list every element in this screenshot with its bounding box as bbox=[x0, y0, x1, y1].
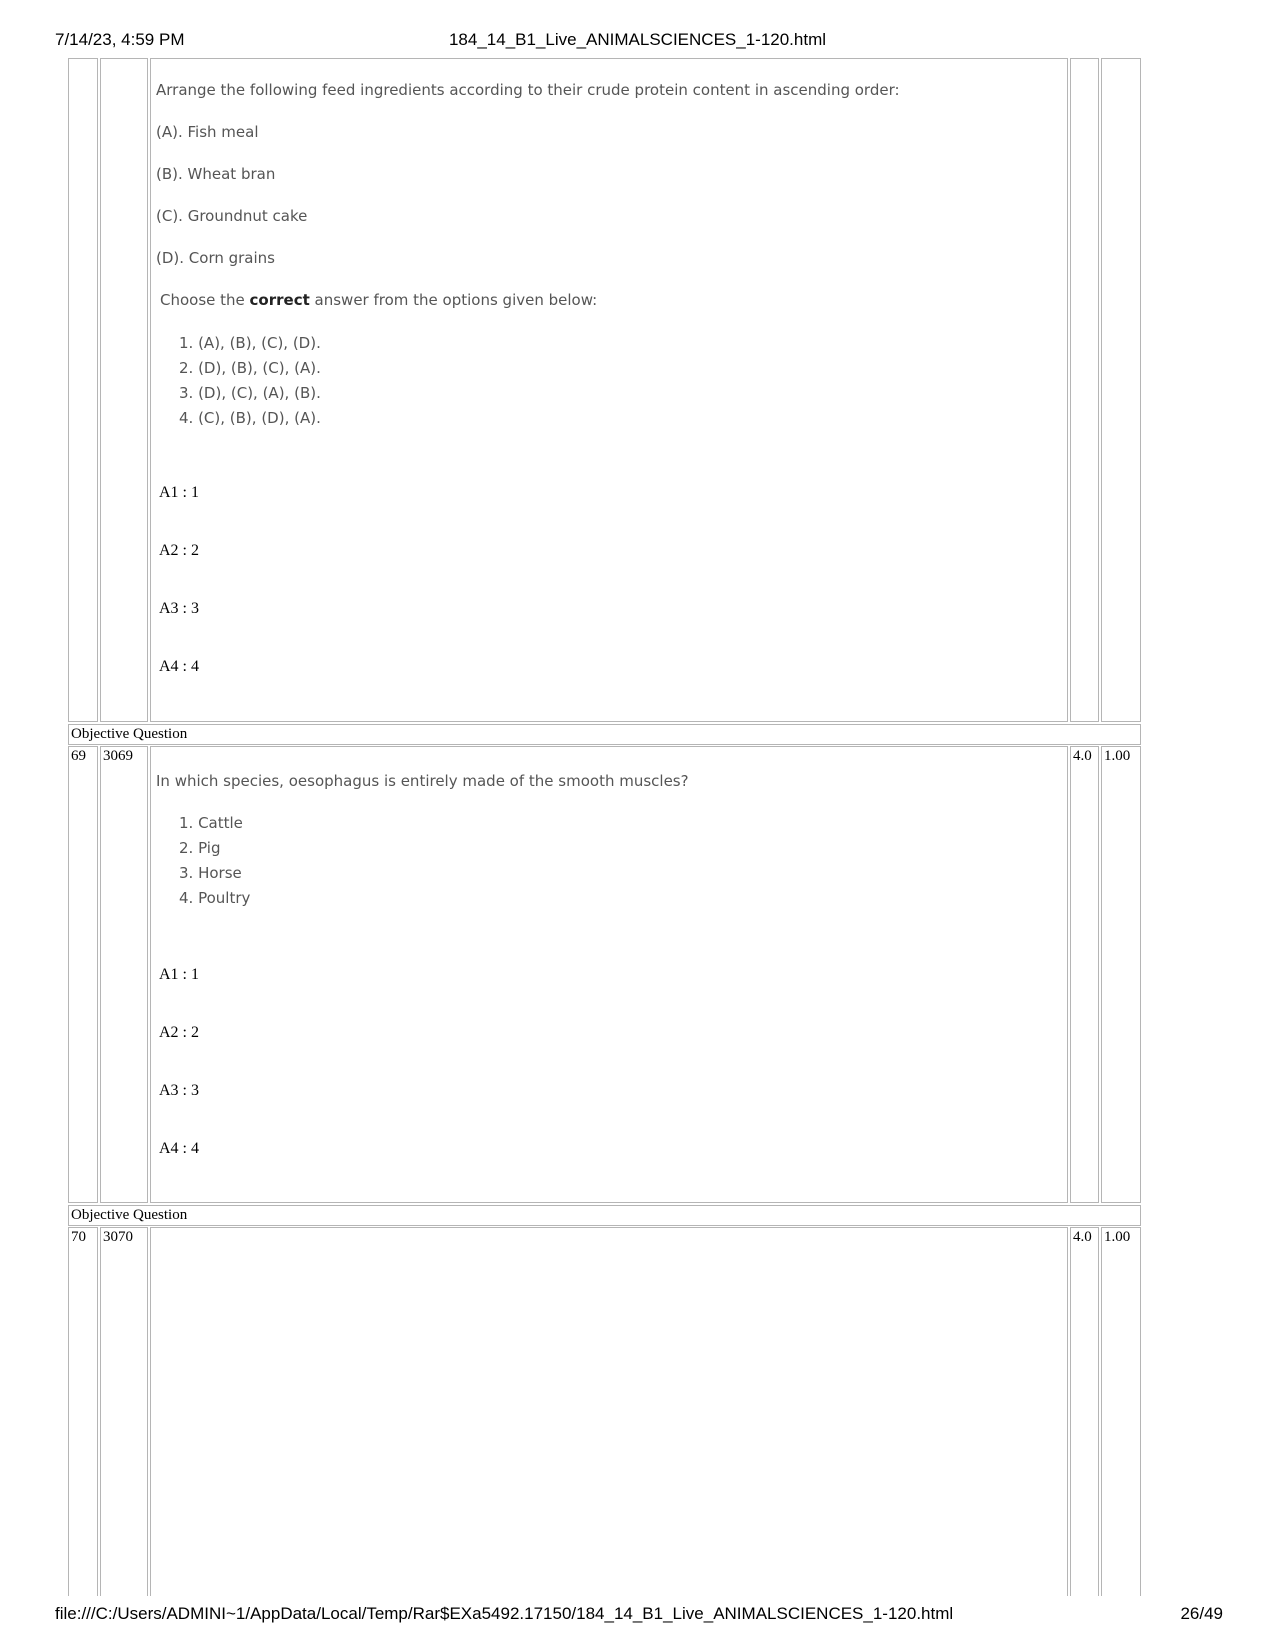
page-number: 26/49 bbox=[1180, 1604, 1223, 1623]
q68-marks-cell bbox=[1070, 58, 1099, 722]
q68-qid-cell bbox=[100, 58, 148, 722]
file-path: file:///C:/Users/ADMINI~1/AppData/Local/Temp/Rar$EXa5492.17150/184_14_B1_Live_ANIMALSCIENCES_1-120.html bbox=[55, 1604, 954, 1623]
q69-options bbox=[179, 811, 250, 911]
q68-options bbox=[179, 331, 321, 431]
q69-answer-1: A1 : 1 bbox=[159, 966, 199, 983]
q69-stem: In which species, oesophagus is entirely made of the smooth muscles? bbox=[156, 772, 689, 790]
q68-answer-3: A3 : 3 bbox=[159, 600, 199, 617]
q68-answer-2: A2 : 2 bbox=[159, 542, 199, 559]
q70-body-cell bbox=[150, 1227, 1068, 1607]
q69-marks: 4.0 bbox=[1070, 746, 1099, 1203]
q68-option-4: 4. (C), (B), (D), (A). bbox=[179, 409, 321, 427]
q68-instruction: Choose the correct answer from the options given below: bbox=[160, 291, 598, 309]
q68-sno-cell bbox=[68, 58, 98, 722]
q70-qid: 3070 bbox=[100, 1227, 148, 1607]
q68-item-c: (C). Groundnut cake bbox=[156, 207, 308, 225]
q69-answer-2: A2 : 2 bbox=[159, 1024, 199, 1041]
q69-option-4: 4. Poultry bbox=[179, 889, 251, 907]
q69-body-cell bbox=[150, 746, 1068, 1203]
q68-item-b: (B). Wheat bran bbox=[156, 165, 276, 183]
q68-body-cell bbox=[150, 58, 1068, 722]
q68-option-3: 3. (D), (C), (A), (B). bbox=[179, 384, 321, 402]
q68-item-a: (A). Fish meal bbox=[156, 123, 259, 141]
q68-negative-cell bbox=[1101, 58, 1141, 722]
q68-answer-1: A1 : 1 bbox=[159, 484, 199, 501]
q69-section-label: Objective Question bbox=[68, 724, 1141, 745]
q69-negative-marks: 1.00 bbox=[1101, 746, 1141, 1203]
q68-option-2: 2. (D), (B), (C), (A). bbox=[179, 359, 321, 377]
q69-option-3: 3. Horse bbox=[179, 864, 242, 882]
q70-section-label: Objective Question bbox=[68, 1205, 1141, 1226]
q69-answer-4: A4 : 4 bbox=[159, 1140, 199, 1157]
q70-marks: 4.0 bbox=[1070, 1227, 1099, 1607]
q68-answer-4: A4 : 4 bbox=[159, 658, 199, 675]
q68-stem: Arrange the following feed ingredients according to their crude protein content in ascending order: bbox=[156, 81, 900, 99]
q68-item-d: (D). Corn grains bbox=[156, 249, 275, 267]
print-datetime: 7/14/23, 4:59 PM bbox=[55, 30, 185, 49]
q68-option-1: 1. (A), (B), (C), (D). bbox=[179, 334, 321, 352]
q69-option-1: 1. Cattle bbox=[179, 814, 243, 832]
q70-sno: 70 bbox=[68, 1227, 98, 1607]
q69-qid: 3069 bbox=[100, 746, 148, 1203]
q69-sno: 69 bbox=[68, 746, 98, 1203]
q69-option-2: 2. Pig bbox=[179, 839, 221, 857]
q69-answer-3: A3 : 3 bbox=[159, 1082, 199, 1099]
q68-instruction-bold: correct bbox=[249, 291, 310, 309]
document-title: 184_14_B1_Live_ANIMALSCIENCES_1-120.html bbox=[448, 30, 827, 49]
q70-negative-marks: 1.00 bbox=[1101, 1227, 1141, 1607]
